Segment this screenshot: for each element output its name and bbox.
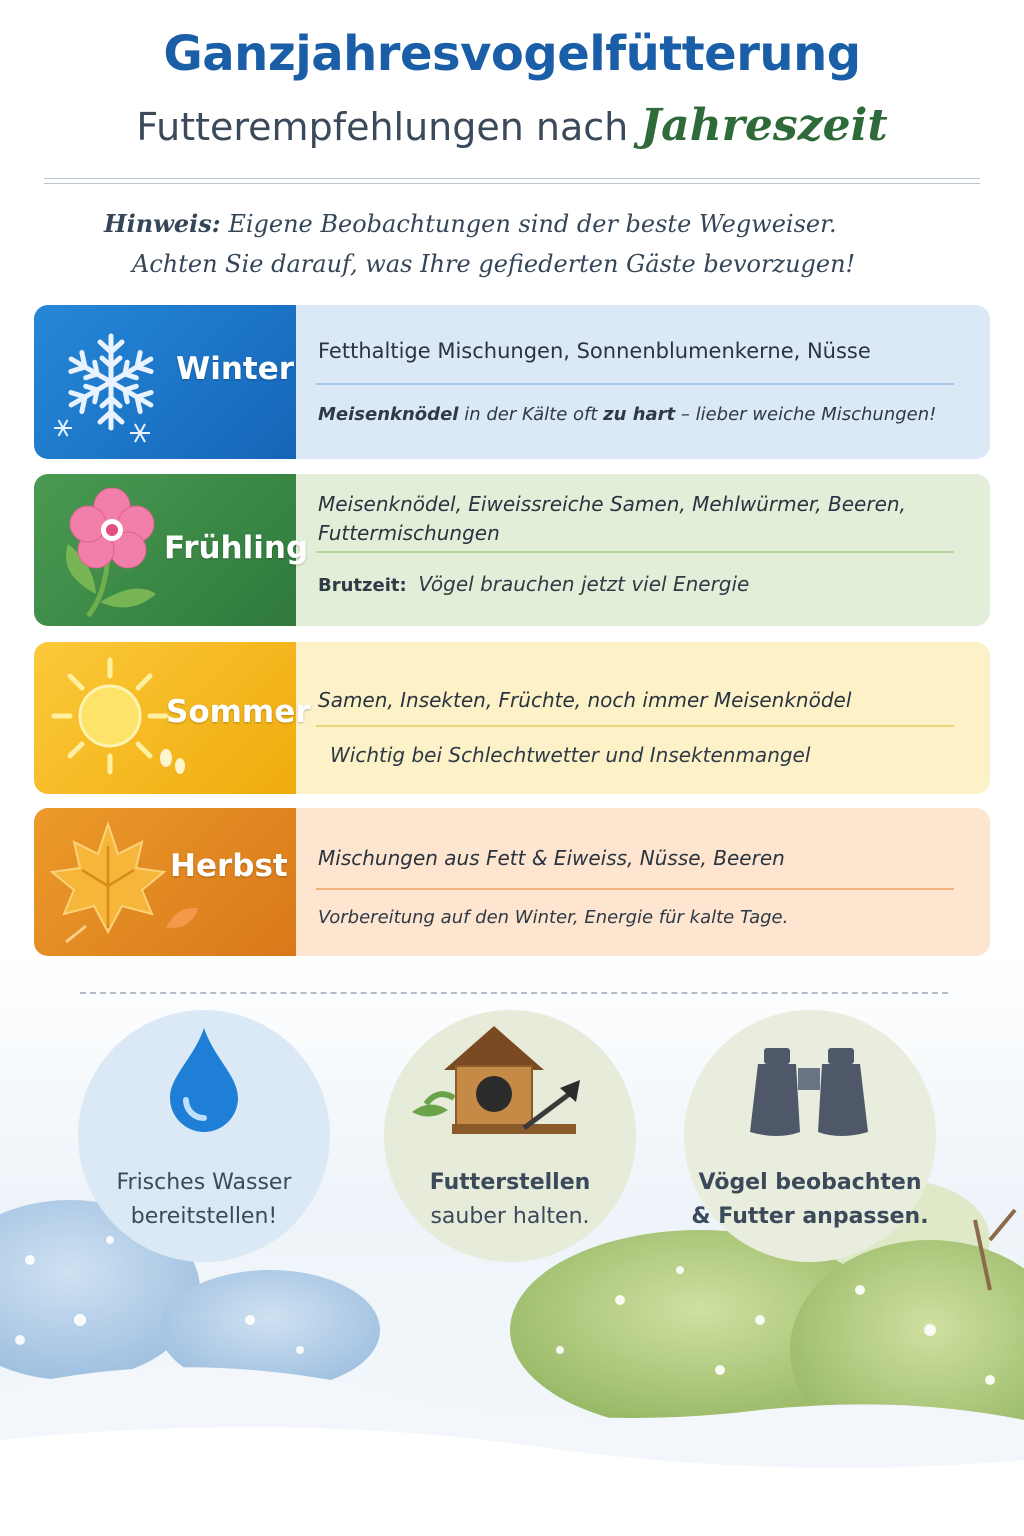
winter-tip-bold: Meisenknödel bbox=[318, 404, 459, 425]
fruehling-tip bbox=[318, 572, 954, 596]
season-content-herbst bbox=[296, 808, 990, 956]
hint-note bbox=[104, 204, 924, 284]
season-label-panel bbox=[34, 642, 311, 794]
sommer-foods: Samen, Insekten, Früchte, noch immer Meisenknödel bbox=[318, 688, 852, 712]
winter-tip bbox=[318, 404, 954, 425]
herbst-tip: Vorbereitung auf den Winter, Energie für kalte Tage. bbox=[318, 907, 789, 928]
tip-water bbox=[78, 1010, 330, 1262]
winter-tip-rest: – lieber weiche Mischungen! bbox=[680, 404, 937, 425]
winter-tip-mid: in der Kälte oft bbox=[464, 404, 598, 425]
subtitle-highlight: Jahreszeit bbox=[640, 100, 888, 151]
tip-observe bbox=[684, 1010, 936, 1262]
fruehling-foods: Meisenknödel, Eiweissreiche Samen, Mehlwürmer, Beeren, Futtermischungen bbox=[318, 492, 906, 545]
season-name-fruehling: Frühling bbox=[164, 530, 309, 566]
winter-tip-bold-2: zu hart bbox=[603, 404, 676, 425]
season-label-panel bbox=[34, 305, 296, 459]
separator bbox=[316, 725, 954, 727]
divider bbox=[44, 178, 980, 179]
tip-clean-text bbox=[384, 1166, 636, 1234]
tip-observe-text bbox=[684, 1166, 936, 1234]
hint-line-2: Achten Sie darauf, was Ihre gefiederten Gäste bevorzugen! bbox=[132, 250, 856, 278]
tip-water-line-1: Frisches Wasser bbox=[116, 1170, 292, 1195]
maple-leaf-icon bbox=[46, 816, 170, 946]
season-label-panel bbox=[34, 474, 309, 626]
separator bbox=[316, 383, 954, 385]
page-title: Ganzjahresvogelfütterung bbox=[163, 26, 861, 82]
season-name-herbst: Herbst bbox=[170, 848, 288, 884]
tip-clean bbox=[384, 1010, 636, 1262]
season-card-winter bbox=[34, 305, 990, 459]
separator bbox=[316, 551, 954, 553]
hint-line-1: Eigene Beobachtungen sind der beste Wegweiser. bbox=[228, 210, 837, 238]
small-snowflake-icon bbox=[128, 421, 152, 445]
page-subtitle bbox=[0, 100, 1024, 151]
flower-icon bbox=[48, 484, 168, 624]
subtitle-prefix: Futterempfehlungen nach bbox=[136, 105, 629, 149]
season-name-winter: Winter bbox=[176, 351, 295, 387]
birdhouse-icon bbox=[404, 1018, 584, 1138]
season-card-sommer bbox=[34, 642, 990, 794]
fruehling-tip-text: Vögel brauchen jetzt viel Energie bbox=[418, 572, 750, 596]
tip-water-text bbox=[78, 1166, 330, 1234]
fruehling-tip-label: Brutzeit: bbox=[318, 575, 407, 596]
winter-foods: Fetthaltige Mischungen, Sonnenblumenkerne, Nüsse bbox=[318, 339, 871, 363]
binoculars-icon bbox=[744, 1044, 874, 1144]
tip-water-line-2: bereitstellen! bbox=[130, 1204, 278, 1229]
divider bbox=[44, 183, 980, 184]
sun-icon bbox=[48, 654, 172, 778]
tip-observe-line-2: & Futter anpassen. bbox=[691, 1204, 929, 1229]
season-card-fruehling bbox=[34, 474, 990, 626]
seeds-icon bbox=[156, 746, 190, 776]
small-snowflake-icon bbox=[52, 417, 74, 439]
tip-clean-line-2: sauber halten. bbox=[430, 1204, 590, 1229]
dashed-divider bbox=[80, 992, 948, 994]
hint-label: Hinweis: bbox=[104, 209, 221, 238]
season-label-panel bbox=[34, 808, 296, 956]
tip-observe-line-1: Vögel beobachten bbox=[698, 1170, 922, 1195]
season-content-fruehling bbox=[296, 474, 990, 626]
season-name-sommer: Sommer bbox=[166, 694, 311, 730]
separator bbox=[316, 888, 954, 890]
season-content-winter bbox=[296, 305, 990, 459]
season-card-herbst bbox=[34, 808, 990, 956]
season-content-sommer bbox=[296, 642, 990, 794]
small-leaf-icon bbox=[162, 902, 202, 936]
herbst-foods: Mischungen aus Fett & Eiweiss, Nüsse, Beeren bbox=[318, 846, 785, 870]
tip-clean-line-1: Futterstellen bbox=[429, 1170, 591, 1195]
sommer-tip: Wichtig bei Schlechtwetter und Insektenmangel bbox=[330, 743, 811, 767]
water-drop-icon bbox=[164, 1024, 244, 1134]
